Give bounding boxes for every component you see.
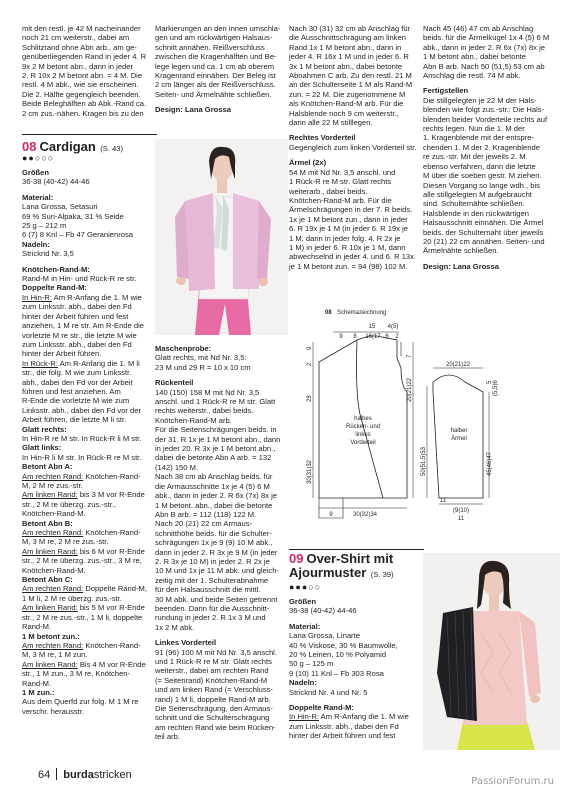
section-title: Cardigan (39, 139, 96, 154)
sec08-col2-text: Maschenprobe: Glatt rechts, mit Nd Nr. 3,5: 23 M und 29 R = 10 x 10 cm Rückenteil 140 (150) 158 M mit Nd Nr. 3,5 anschl. und 1 Rück-R re M str. Glatt rechts weiterstr., dabei beids. Knötchen-Rand-M arb. Für die Seitenschrägungen beids. in der 31. R 1x je 1 M betont abn., dann in jeder 20. R 3x je 1 M betont abn., dabei die betonte Abn A arb. = 132 (142) 150 M. Nach 38 cm ab Anschlag beids. für die Armausschnitte 1x je 4 (5) 6 M abk., dann in jeder 2. R 6x (7x) 8x je 1 M betont. abn., dabei die betonte Abn B arb. = 112 (118) 122 M. Nach 20 (21) 22 cm Armaus- schnitthöhe beids. für die Schulter- schrägungen 1x je 9 (9) 10 M abk., dann in jeder 2. R 3x je 9 M (in jeder 2. R 3x je 10 M) in jeder 2. R 2x je 10 M und 1x je 11 M abk. und gleich- zeitig mit der 1. Schulterabnahme für den Halsausschnitt die mittl. 30 M abk. und beide Seiten getrennt beenden. Dann für die Ausschnitt- rundung in jeder 2. R 1x 3 M und 1x 2 M abk. Linkes Vorderteil 91 (96) 100 M mit Nd Nr. 3,5 anschl. und 1 Rück-R re M str. Glatt rechts weiterstr., dabei am rechten Rand (= Seitenrand) Knötchen-Rand-M und am linken Rand (= Verschluss- rand) 1 M li, doppelte Rand-M arb. Die Seitenschrägung, den Armaus- schnitt und die Schulterschrägung am rechten Rand wie beim Rücken- teil arb. (155, 344, 281, 742)
svg-text:halbes: halbes (354, 416, 372, 422)
difficulty-dots: ●●●○○ (289, 582, 322, 592)
section-heading: Ärmel (2x) (289, 158, 327, 168)
sec09-text: Größen 36-38 (40-42) 44-46 Material: Lana Grossa, Linarte 40 % Viskose, 30 % Baumwolle, 20 % Leinen, 10 % Polyamid 50 g – 125 m 9 (10) 11 Knl – Fb 303 Rosa Nadeln: Stricknd Nr. 4 und Nr. 5 Doppelte Rand-M: In Hin-R: Am R-Anfang die 1. M wie zum Linksstr. abh., dabei den Fd hinter der Arbeit führen und fest (289, 597, 409, 741)
svg-text:8: 8 (353, 334, 357, 340)
svg-text:Ärmel: Ärmel (451, 436, 467, 442)
svg-text:Rücken- und: Rücken- und (345, 424, 381, 430)
svg-text:28: 28 (307, 395, 313, 402)
svg-text:7: 7 (407, 354, 413, 358)
svg-text:9: 9 (329, 512, 333, 518)
svg-text:2: 2 (395, 334, 399, 340)
page-number: 64 (38, 769, 51, 781)
sec08-col1-text: Größen 36-38 (40-42) 44-46 Material: Lana Grossa, Setasuri 69 % Suri-Alpaka, 31 % Seide 25 g – 212 m 6 (7) 8 Knl – Fb 47 Geranienrosa Nadeln: Stricknd Nr. 3,5 Knötchen-Rand-M: Rand-M in Hin- und Rück-R re str. Doppelte Rand-M: In Hin-R: Am R-Anfang die 1. M wie zum Linksstr. abh., dabei den Fd hinter der Arbeit führen und fest anziehen, 1 M re str. Am R-Ende die vorletzte M re str., die letzte M wie zum Linksstr. abh., dabei den Fd hinter der Arbeit führen. In Rück-R: Am R-Anfang die 1. M li str., die folg. M wie zum Linksstr. abh., dabei den Fd vor der Arbeit führen und fest anziehen. Am R-Ende die vorletzte M wie zum Linksstr. abh., dabei den Fd vor der Arbeit führen, die letzte M li str. Glatt rechts: In Hin-R re M str. In Rück-R li M str. Glatt links: In Hin-R li M str. In Rück-R re M str. Betont Abn A: Am rechten Rand: Knötchen-Rand- M, 2 M re zus.-str. Am linken Rand: bis 3 M vor R-Ende str., 2 M re überzg. zus.-str., Knötchen-Rand-M. Betont Abn B: Am rechten Rand: Knötchen-Rand- M, 3 M re, 2 M re zus.-str. Am linken Rand: bis 6 M vor R-Ende str., 2 M re überzg. zus.-str., 3 M re, Knötchen-Rand-M. Betont Abn C: Am rechten Rand: Doppelte Rand-M, 1 M li, 2 M re überzg. zus.-str. Am linken Rand: bis 5 M vor R-Ende str., 2 M re zus.-str., 1 M li, doppelte Rand-M. 1 M betont zun.: Am rechten Rand: Knötchen-Rand- M, 3 M re, 1 M zun. Am linken Rand: Bis 4 M vor R-Ende str., 1 M zun., 3 M re, Knötchen- Rand-M. 1 M zun.: Aus dem Querfd zur folg. M 1 M re verschr. herausstr. (22, 168, 147, 716)
overshirt-photo (423, 553, 560, 750)
overshirt-model-illustration (423, 553, 560, 750)
svg-text:16(17: 16(17 (365, 334, 381, 340)
section-heading: Rechtes Vorderteil (289, 133, 356, 143)
section-number: 08 (22, 139, 37, 154)
footer-divider (56, 768, 57, 780)
svg-text:30(32)34: 30(32)34 (352, 512, 378, 518)
svg-text:20(21)22: 20(21)22 (445, 362, 471, 368)
col3-text: Nach 30 (31) 32 cm ab Anschlag für die Ausschnittschrägung am linken Rand 1x 1 M betont abn., dann in jeder 4. R 16x 1 M und in jeder 6. R 3x 1 M betont abn., dabei betonte Abnahmen C arb. Zu den restl. 21 M an der Schulterseite 1 M als Rand-M zun. = 22 M. Die zugenommene M als Knötchen-Rand-M arb. Für die Halsblende noch 9 cm weiterstr., dann alle 22 M stilllegen. Rechtes Vorderteil Gegengleich zum linken Vorderteil str. Ärmel (2x) 54 M mit Nd Nr. 3,5 anschl. und 1 Rück-R re M str. Glatt rechts weiterarb., dabei beids. Knötchen-Rand-M arb. Für die Ärmelschrägungen in der 7. R beids. 1x je 1 M betont zun., dann in jeder 6. R 19x je 1 M (in jeder 6. R 19x je 1 M, dann in jeder folg. 4. R 2x je 1 M) in jeder 6. R 10x je 1 M, dann abwechselnd in jeder 4. und 6. R 13x je 1 M betont zun. = 94 (98) 102 M. (289, 24, 424, 271)
svg-text:11: 11 (439, 498, 447, 504)
page-footer (38, 768, 132, 781)
svg-text:30(31)32: 30(31)32 (307, 459, 313, 484)
schema-number: 08 (325, 310, 332, 316)
page-reference: (S. 43) (100, 144, 124, 153)
svg-text:45(46)47: 45(46)47 (487, 451, 493, 476)
cardigan-photo (155, 139, 288, 335)
svg-text:(5,5)6: (5,5)6 (493, 380, 499, 396)
svg-text:halber: halber (450, 428, 468, 434)
magazine-brand-suffix: stricken (93, 769, 132, 781)
svg-text:50(51,5)53: 50(51,5)53 (421, 446, 427, 476)
design-credit: Design: Lana Grossa (155, 105, 231, 115)
schematic-drawing (303, 308, 558, 544)
back-front-label (346, 416, 380, 446)
section-09-heading (289, 552, 429, 582)
svg-text:(9(10): (9(10) (452, 508, 470, 514)
svg-text:Vorderteil: Vorderteil (350, 440, 376, 446)
watermark: PassionForum.ru (471, 776, 554, 787)
svg-text:4(5): 4(5) (387, 324, 399, 330)
svg-text:2: 2 (307, 362, 313, 366)
section-rule (22, 134, 157, 135)
col1-top-text: mit den restl. je 42 M nacheinander noch 21 cm weiterstr., dabei am Schlitzrand ohne Abn arb., am ge- genüberliegenden Rand in jeder 4. R 9x 2 M betont abn., dann in jeder 2. R 10x 2 M betont abn. = 4 M. Die restl. 4 M abk., wie sie erscheinen. Die 2. Hälfte gegengleich beenden. Beide Beleghälften ab Abk.-Rand ca. 2 cm zus.-nähen. Kragen bis zu den (22, 24, 147, 118)
magazine-brand: burda (63, 769, 94, 781)
difficulty-dots: ●●○○○ (22, 153, 55, 163)
cardigan-model-illustration (155, 139, 288, 335)
svg-text:11: 11 (457, 516, 465, 522)
col4-text: Nach 45 (46) 47 cm ab Anschlag beids. für die Ärmelkugel 1x 4 (5) 6 M abk., dann in jeder 2. R 6x (7x) 8x je 1 M betont abn., dabei betonte Abn B arb. Nach 50 (51,5) 53 cm ab Anschlag die restl. 74 M abk. Fertigstellen Die stillgelegten je 22 M der Hals- blenden wie folgt zus.-str.: Die Hals- blenden beider Vorderteile rechts auf rechts legen. Nun die 1. M der 1. Kragenblende mit der entspre- chenden 1. M der 2. Kragenblende re zus.-str. Mit der jeweils 2. M ebenso verfahren, dann die letzte M über die soeben gestr. M ziehen. Diesen Vorgang so lange wdh., bis alle stillgelegten M aufgebraucht sind. Schulternähte schließen. Halsblende in den rückwärtigen Halsausschnitt einnähen. Die Ärmel beids. der Schulternaht über jeweils 20 (21) 22 cm annähen. Seiten- und Ärmelnähte schließen. Design: Lana Grossa (423, 24, 558, 271)
svg-text:5: 5 (487, 380, 493, 384)
svg-text:9: 9 (307, 346, 313, 350)
svg-text:linkes: linkes (355, 432, 371, 438)
design-credit: Design: Lana Grossa (423, 261, 499, 271)
col2-top-text: Markierungen an den innen umschla- gen und am rückwärtigen Halsaus- schnitt annähen. Reißverschluss zwischen die Kragenhälften und Be- lege legen und ca. 1 cm ab oberem Kragenrand einnähen. Der Beleg ist 2 cm länger als der Reißverschluss. Seiten- und Ärmelnähte schließen. Design: Lana Grossa (155, 24, 290, 115)
section-title: Ajourmuster (289, 565, 367, 580)
svg-text:6: 6 (385, 334, 389, 340)
schema-title: Schemazeichnung (337, 310, 387, 316)
page-reference: (S. 39) (370, 570, 394, 579)
section-title: Over-Shirt mit (306, 551, 394, 566)
section-number: 09 (289, 551, 304, 566)
svg-text:15: 15 (368, 324, 376, 330)
svg-text:9: 9 (339, 334, 343, 340)
section-heading: Fertigstellen (423, 86, 469, 96)
svg-text:20(21)22: 20(21)22 (407, 377, 413, 402)
sleeve-label (451, 428, 468, 442)
